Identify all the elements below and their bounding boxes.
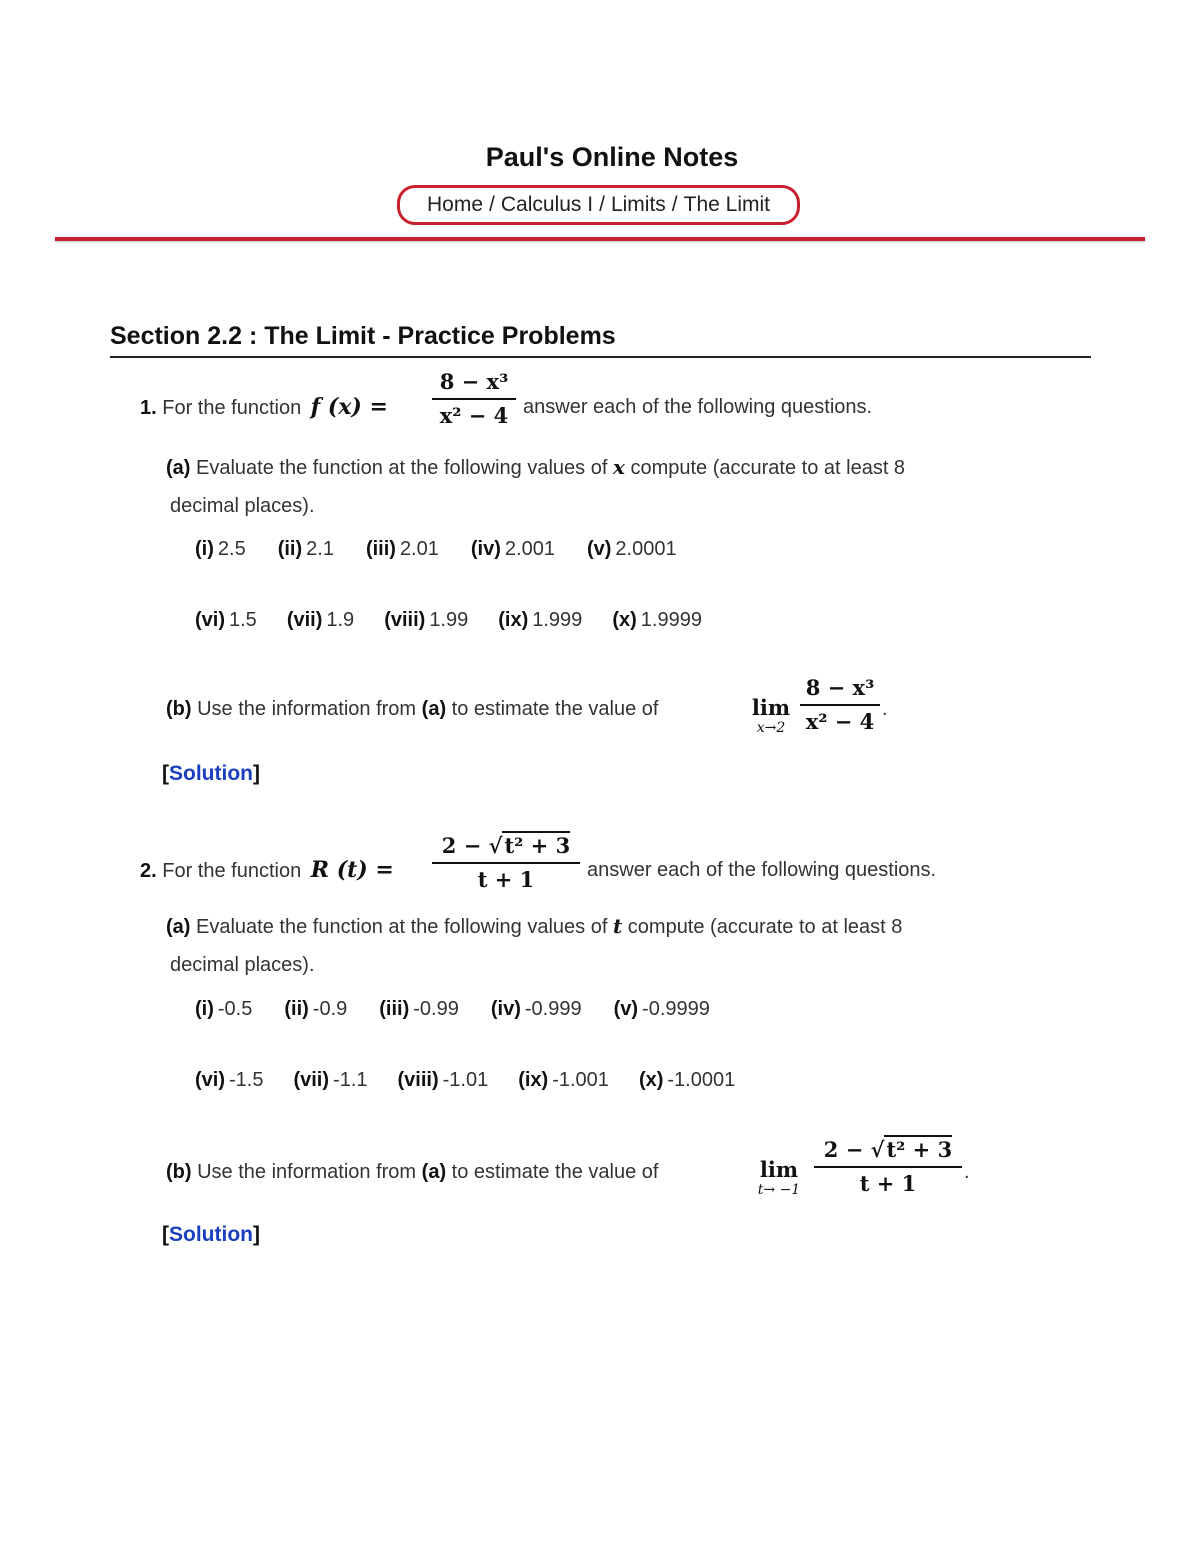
- variable: x: [612, 455, 625, 479]
- part-text: to estimate the value of: [451, 698, 659, 720]
- problem-2-intro-after: answer each of the following questions.: [587, 859, 937, 881]
- limit-operator: lim x→2: [751, 695, 791, 736]
- problem-2-part-b: [166, 1160, 658, 1184]
- problem-1-fraction: [432, 368, 516, 430]
- part-label: (a): [166, 916, 191, 938]
- limit-fraction: 8 − x³ x² − 4: [800, 674, 880, 736]
- problem-2-part-a: [166, 914, 902, 939]
- part-text: compute (accurate to at least 8: [630, 457, 906, 479]
- value-item: (ii) 2.1: [277, 538, 334, 560]
- period: .: [882, 698, 888, 720]
- value-item: (ii) -0.9: [284, 998, 348, 1020]
- breadcrumb-separator: /: [489, 193, 495, 216]
- intro-text: For the function: [162, 397, 302, 419]
- limit-fraction: 2 − √t² + 3 t + 1: [814, 1136, 962, 1198]
- part-text: Evaluate the function at the following values of: [196, 916, 608, 938]
- problem-2-part-a-cont: decimal places).: [170, 954, 315, 976]
- problem-1-values-row-2: [195, 608, 736, 632]
- section-divider: [110, 356, 1091, 358]
- part-text: to estimate the value of: [451, 1161, 659, 1183]
- solution-link-label[interactable]: Solution: [169, 762, 253, 785]
- fraction-bar: [432, 862, 580, 864]
- fraction-numerator: 8 − x³: [439, 369, 509, 394]
- variable: t: [612, 914, 623, 938]
- breadcrumb-current: The Limit: [683, 193, 770, 216]
- value-item: (vii) 1.9: [286, 609, 355, 631]
- fraction-bar: [432, 398, 516, 400]
- value-item: (vi) -1.5: [195, 1069, 264, 1091]
- solution-link-2[interactable]: [Solution]: [162, 1223, 260, 1246]
- breadcrumb-home[interactable]: Home: [427, 193, 484, 216]
- problem-1-intro: [140, 395, 388, 420]
- problem-number: 1.: [140, 397, 157, 419]
- value-item: (vi) 1.5: [195, 609, 257, 631]
- value-item: (i) -0.5: [195, 998, 253, 1020]
- problem-2-intro: [140, 858, 394, 883]
- problem-1-part-a-cont: decimal places).: [170, 495, 315, 517]
- value-item: (iii) 2.01: [365, 538, 439, 560]
- part-text: compute (accurate to at least 8: [627, 916, 903, 938]
- limit-operator: lim t→ −1: [757, 1157, 801, 1198]
- problem-2-values-row-1: [195, 997, 744, 1021]
- value-item: (iv) -0.999: [490, 998, 582, 1020]
- value-item: (v) -0.9999: [613, 998, 710, 1020]
- breadcrumb: [397, 185, 800, 225]
- value-item: (x) -1.0001: [638, 1069, 736, 1091]
- function-name: f (x) =: [310, 394, 388, 420]
- section-title: Section 2.2 : The Limit - Practice Problems: [110, 322, 616, 350]
- part-text: Use the information from: [197, 698, 417, 720]
- intro-text: For the function: [162, 860, 302, 882]
- breadcrumb-calculus[interactable]: Calculus I: [500, 193, 594, 216]
- problem-2-fraction: [432, 832, 580, 894]
- solution-link-label[interactable]: Solution: [169, 1223, 253, 1246]
- problem-2-values-row-2: [195, 1068, 769, 1092]
- problem-1-part-a: [166, 455, 905, 480]
- breadcrumb-separator: /: [599, 193, 605, 216]
- fraction-denominator: t + 1: [477, 867, 535, 892]
- function-name: R (t) =: [310, 857, 394, 883]
- problem-1-part-b: [166, 697, 658, 721]
- value-item: (viii) -1.01: [397, 1069, 489, 1091]
- problem-1-intro-after: answer each of the following questions.: [523, 396, 873, 418]
- period: .: [964, 1161, 970, 1183]
- value-item: (i) 2.5: [195, 538, 246, 560]
- fraction-denominator: x² − 4: [439, 403, 509, 428]
- value-item: (v) 2.0001: [586, 538, 677, 560]
- header-divider: [55, 237, 1145, 241]
- value-item: (x) 1.9999: [612, 609, 702, 631]
- problem-1-values-row-1: [195, 537, 711, 561]
- breadcrumb-separator: /: [671, 193, 678, 216]
- value-item: (ix) -1.001: [518, 1069, 609, 1091]
- part-text: Evaluate the function at the following values of: [196, 457, 608, 479]
- value-item: (ix) 1.999: [498, 609, 583, 631]
- value-item: (iv) 2.001: [470, 538, 555, 560]
- solution-link-1[interactable]: [Solution]: [162, 762, 260, 785]
- breadcrumb-limits[interactable]: Limits: [610, 193, 666, 216]
- value-item: (iii) -0.99: [379, 998, 459, 1020]
- value-item: (vii) -1.1: [293, 1069, 368, 1091]
- problem-number: 2.: [140, 860, 157, 882]
- fraction-numerator: 2 − √t² + 3: [441, 833, 571, 858]
- value-item: (viii) 1.99: [384, 609, 469, 631]
- part-label: (b): [166, 1161, 192, 1183]
- part-label: (a): [166, 457, 191, 479]
- part-ref: (a): [421, 1161, 447, 1183]
- part-ref: (a): [421, 698, 447, 720]
- part-label: (b): [166, 698, 192, 720]
- part-text: Use the information from: [197, 1161, 417, 1183]
- site-title: Paul's Online Notes: [485, 142, 739, 172]
